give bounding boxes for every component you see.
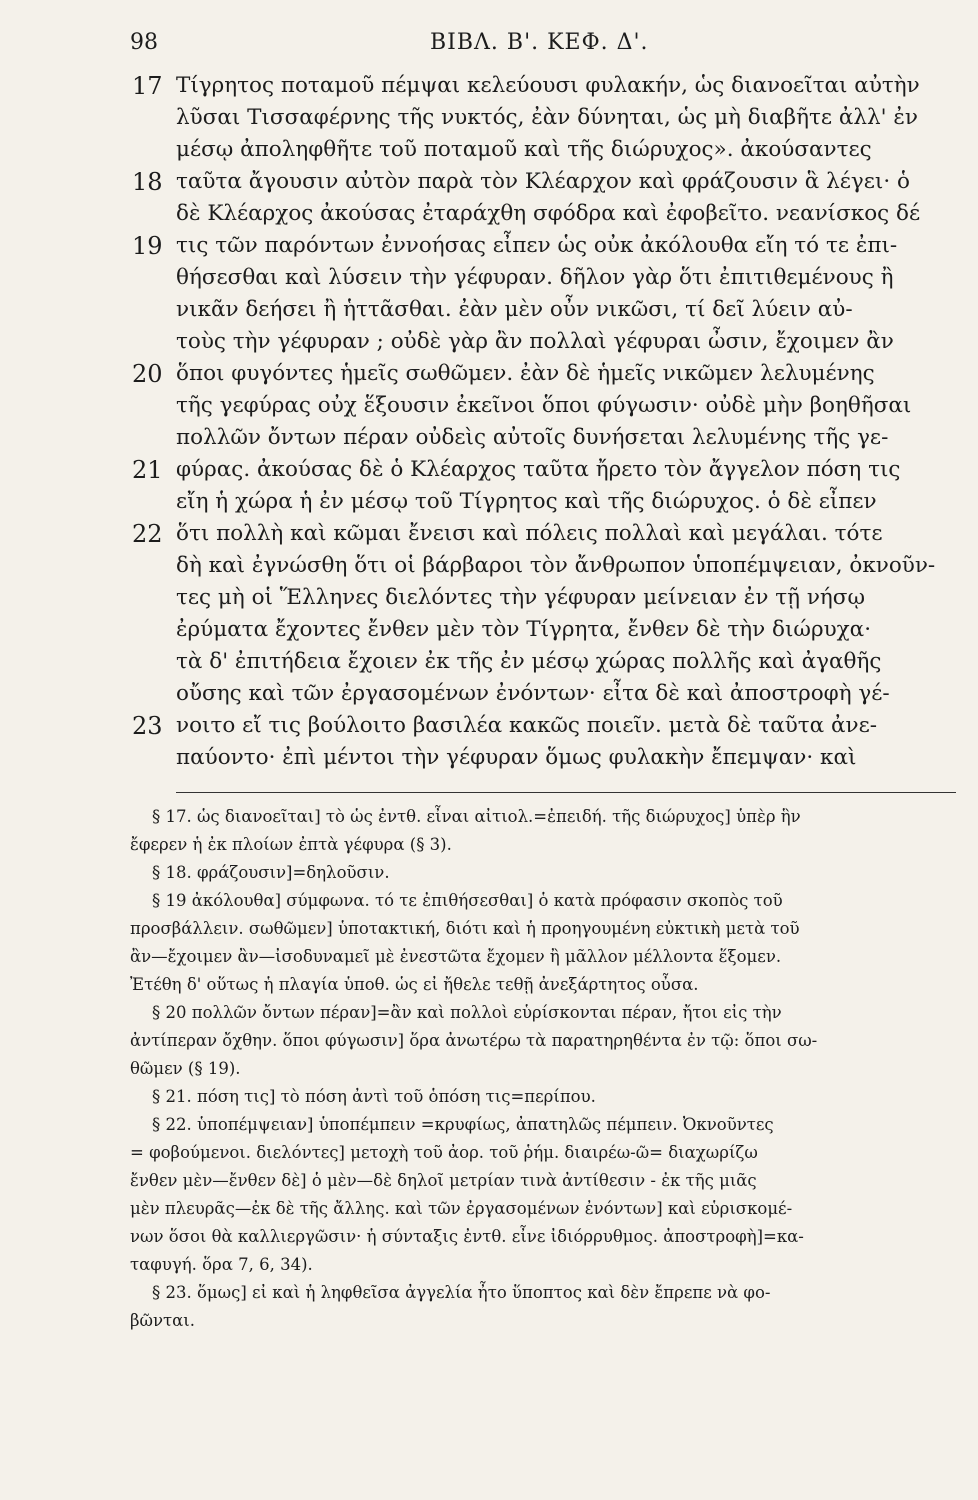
section-number: 23 bbox=[132, 712, 163, 740]
line-text: τοὺς τὴν γέφυραν ; οὐδὲ γὰρ ἂν πολλαὶ γέφυραι ὦσιν, ἔχοιμεν ἂν bbox=[176, 329, 894, 354]
line-text: τῆς γεφύρας οὐχ ἕξουσιν ἐκεῖνοι ὅποι φύγωσιν· οὐδὲ μὴν βοηθῆσαι bbox=[176, 393, 912, 418]
line-text: δὲ Κλέαρχος ἀκούσας ἐταράχθη σφόδρα καὶ ἐφοβεῖτο. νεανίσκος δέ bbox=[176, 201, 921, 226]
line-text: Τίγρητος ποταμοῦ πέμψαι κελεύουσι φυλακήν, ὡς διανοεῖται αὐτὴν bbox=[176, 73, 920, 98]
line-text: θήσεσθαι καὶ λύσειν τὴν γέφυραν. δῆλον γὰρ ὅτι ἐπιτιθεμένους ἢ bbox=[176, 265, 894, 290]
footnote-text: βῶνται. bbox=[130, 1311, 196, 1330]
footnote-text: § 17. ὡς διανοεῖται] τὸ ὡς ἐντθ. εἶναι αἰτιολ.=ἐπειδή. τῆς διώρυχος] ὑπὲρ ἣν bbox=[152, 807, 801, 826]
section-number: 17 bbox=[132, 72, 163, 100]
footnote-text: = φοβούμενοι. διελόντες] μετοχὴ τοῦ ἀορ. τοῦ ῥήμ. διαιρέω-ῶ= διαχωρίζω bbox=[130, 1143, 758, 1162]
line-text: νοιτο εἴ τις βούλοιτο βασιλέα κακῶς ποιεῖν. μετὰ δὲ ταῦτα ἀνε- bbox=[176, 713, 878, 738]
footnote-text: ἔνθεν μὲν—ἔνθεν δὲ] ὁ μὲν—δὲ δηλοῖ μετρίαν τινὰ ἀντίθεσιν - ἐκ τῆς μιᾶς bbox=[130, 1171, 757, 1190]
footnote-text: μὲν πλευρᾶς—ἐκ δὲ τῆς ἄλλης. καὶ τῶν ἐργασομένων ἐνόντων] καὶ εὑρισκομέ- bbox=[130, 1199, 793, 1218]
line-text: νικᾶν δεήσει ἢ ἡττᾶσθαι. ἐὰν μὲν οὖν νικῶσι, τί δεῖ λύειν αὐ- bbox=[176, 297, 853, 322]
line-text: εἴη ἡ χώρα ἡ ἐν μέσῳ τοῦ Τίγρητος καὶ τῆς διώρυχος. ὁ δὲ εἶπεν bbox=[176, 489, 877, 514]
footnote-text: § 19 ἀκόλουθα] σύμφωνα. τό τε ἐπιθήσεσθαι] ὁ κατὰ πρόφασιν σκοπὸς τοῦ bbox=[152, 891, 783, 910]
footnote-text: Ἐτέθη δ' οὕτως ἡ πλαγία ὑποθ. ὡς εἰ ἤθελε τεθῇ ἀνεξάρτητος οὖσα. bbox=[130, 975, 699, 994]
line-text: τὰ δ' ἐπιτήδεια ἔχοιεν ἐκ τῆς ἐν μέσῳ χώρας πολλῆς καὶ ἀγαθῆς bbox=[176, 649, 882, 674]
section-number: 19 bbox=[132, 232, 163, 260]
line-text: τις τῶν παρόντων ἐννοήσας εἶπεν ὡς οὐκ ἀκόλουθα εἴη τό τε ἐπι- bbox=[176, 233, 898, 258]
footnote-text: § 21. πόση τις] τὸ πόση ἀντὶ τοῦ ὁπόση τις=περίπου. bbox=[152, 1087, 596, 1106]
line-text: ὅποι φυγόντες ἡμεῖς σωθῶμεν. ἐὰν δὲ ἡμεῖς νικῶμεν λελυμένης bbox=[176, 361, 875, 386]
footnote-text: ἔφερεν ἡ ἐκ πλοίων ἐπτὰ γέφυρα (§ 3). bbox=[130, 835, 452, 854]
line-text: τες μὴ οἱ Ἕλληνες διελόντες τὴν γέφυραν μείνειαν ἐν τῇ νήσῳ bbox=[176, 585, 865, 610]
line-text: λῦσαι Τισσαφέρνης τῆς νυκτός, ἐὰν δύνηται, ὡς μὴ διαβῆτε ἀλλ' ἐν bbox=[176, 105, 918, 130]
page-header bbox=[130, 22, 960, 62]
footnotes bbox=[130, 801, 960, 1491]
page-number: 98 bbox=[130, 30, 158, 55]
main-text bbox=[130, 66, 960, 786]
line-text: ἐρύματα ἔχοντες ἔνθεν μὲν τὸν Τίγρητα, ἔνθεν δὲ τὴν διώρυχα· bbox=[176, 617, 872, 642]
text-line bbox=[130, 738, 960, 778]
footnote-text: ἂν—ἔχοιμεν ἂν—ἰσοδυναμεῖ μὲ ἐνεστῶτα ἔχομεν ἢ μᾶλλον μέλλοντα ἕξομεν. bbox=[130, 947, 782, 966]
running-title: ΒΙΒΛ. Β'. ΚΕΦ. Δ'. bbox=[430, 30, 649, 55]
section-number: 20 bbox=[132, 360, 163, 388]
line-text: ταῦτα ἄγουσιν αὐτὸν παρὰ τὸν Κλέαρχον καὶ φράζουσιν ἃ λέγει· ὁ bbox=[176, 169, 910, 194]
section-number: 21 bbox=[132, 456, 163, 484]
line-text: παύοντο· ἐπὶ μέντοι τὴν γέφυραν ὅμως φυλακὴν ἔπεμψαν· καὶ bbox=[176, 745, 857, 770]
line-text: οὔσης καὶ τῶν ἐργασομένων ἐνόντων· εἶτα δὲ καὶ ἀποστροφὴ γέ- bbox=[176, 681, 890, 706]
line-text: πολλῶν ὄντων πέραν οὐδεὶς αὐτοῖς δυνήσεται λελυμένης τῆς γε- bbox=[176, 425, 889, 450]
footnote-text: νων ὅσοι θὰ καλλιεργῶσιν· ἡ σύνταξις ἐντθ. εἶνε ἰδιόρρυθμος. ἀποστροφὴ]=κα- bbox=[130, 1227, 804, 1246]
footnote-text: § 22. ὑποπέμψειαν] ὑποπέμπειν =κρυφίως, ἀπατηλῶς πέμπειν. Ὀκνοῦντες bbox=[152, 1115, 774, 1134]
footnote-text: § 20 πολλῶν ὄντων πέραν]=ἂν καὶ πολλοὶ εὑρίσκονται πέραν, ἤτοι εἰς τὴν bbox=[152, 1003, 782, 1022]
footnote-text: § 23. ὅμως] εἰ καὶ ἡ ληφθεῖσα ἀγγελία ἦτο ὕποπτος καὶ δὲν ἔπρεπε νὰ φο- bbox=[152, 1283, 771, 1302]
footnote-text: ταφυγή. ὅρα 7, 6, 34). bbox=[130, 1255, 313, 1274]
line-text: μέσῳ ἀποληφθῆτε τοῦ ποταμοῦ καὶ τῆς διώρυχος». ἀκούσαντες bbox=[176, 137, 872, 162]
footnote-divider bbox=[176, 792, 956, 793]
footnote-text: ἀντίπεραν ὄχθην. ὅποι φύγωσιν] ὅρα ἀνωτέρω τὰ παρατηρηθέντα ἐν τῷ: ὅποι σω- bbox=[130, 1031, 818, 1050]
footnote-text: § 18. φράζουσιν]=δηλοῦσιν. bbox=[152, 863, 390, 882]
line-text: φύρας. ἀκούσας δὲ ὁ Κλέαρχος ταῦτα ἤρετο τὸν ἄγγελον πόση τις bbox=[176, 457, 901, 482]
footnote-text: προσβάλλειν. σωθῶμεν] ὑποτακτική, διότι καὶ ἡ προηγουμένη εὐκτικὴ μετὰ τοῦ bbox=[130, 919, 800, 938]
footnote-line bbox=[130, 1305, 960, 1337]
line-text: δὴ καὶ ἐγνώσθη ὅτι οἱ βάρβαροι τὸν ἄνθρωπον ὑποπέμψειαν, ὀκνοῦν- bbox=[176, 553, 936, 578]
section-number: 22 bbox=[132, 520, 163, 548]
section-number: 18 bbox=[132, 168, 163, 196]
footnote-text: θῶμεν (§ 19). bbox=[130, 1059, 241, 1078]
line-text: ὅτι πολλὴ καὶ κῶμαι ἔνεισι καὶ πόλεις πολλαὶ καὶ μεγάλαι. τότε bbox=[176, 521, 883, 546]
